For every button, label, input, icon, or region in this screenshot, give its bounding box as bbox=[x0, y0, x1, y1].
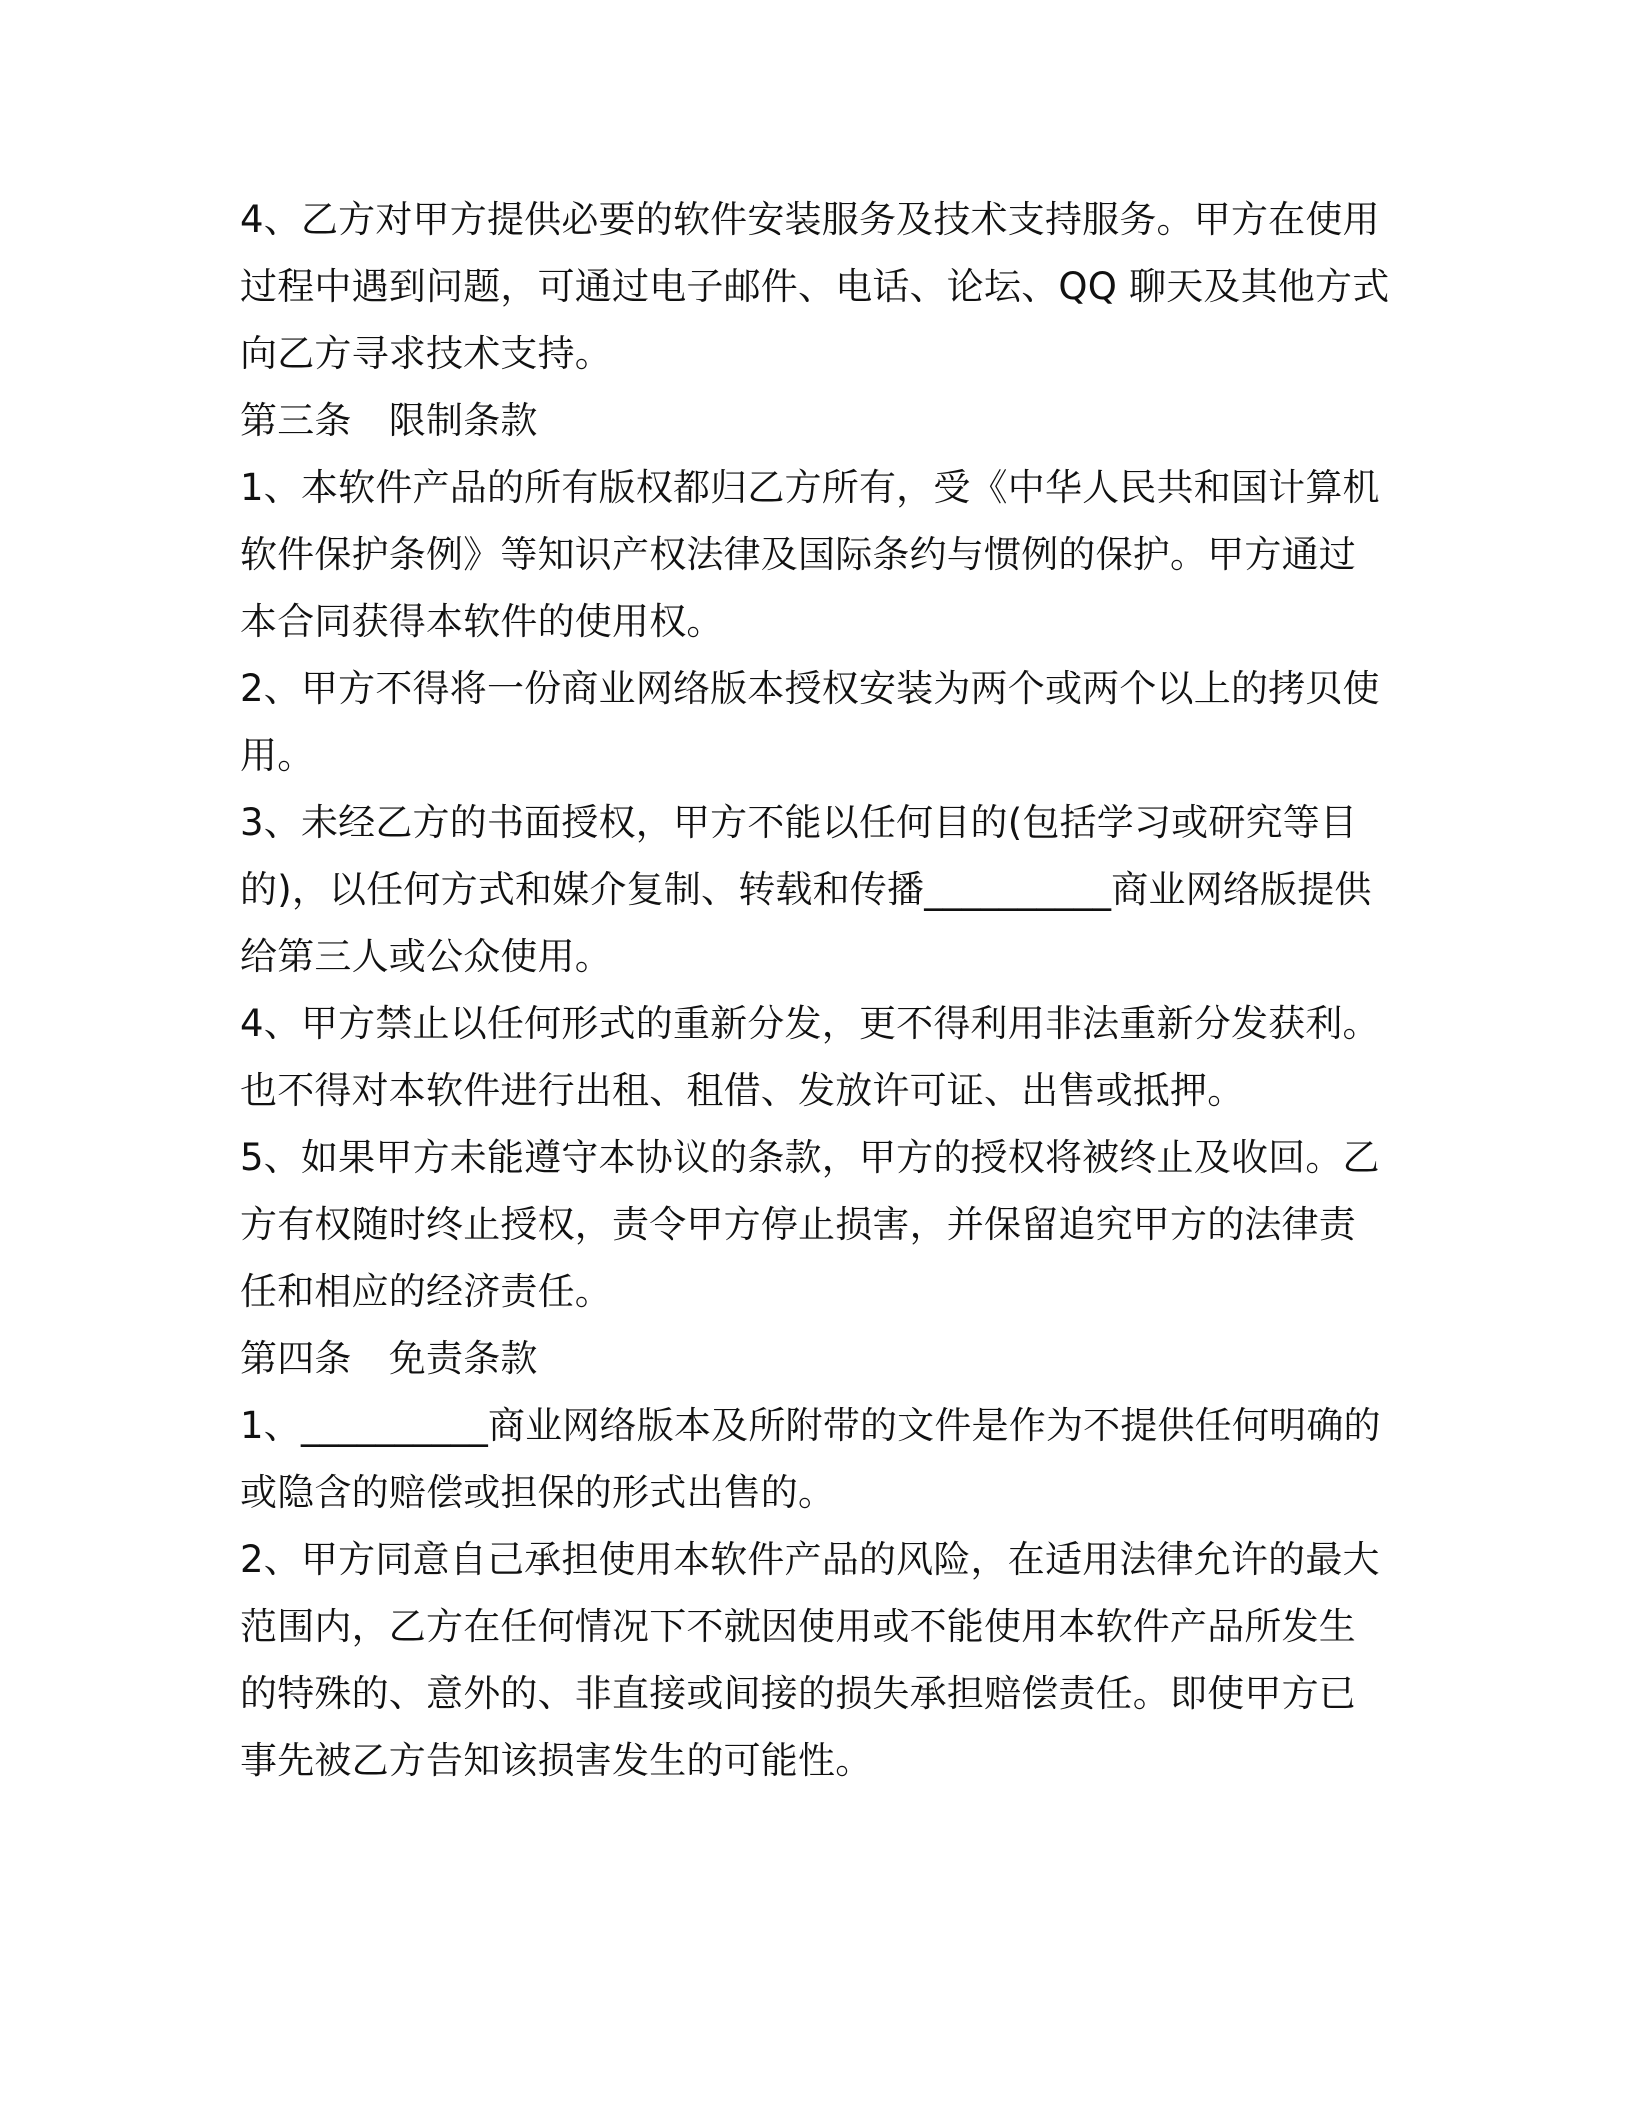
clause-3-item-3: 3、未经乙方的书面授权，甲方不能以任何目的(包括学习或研究等目的)，以任何方式和媒介复制、转载和传播__________商业网络版提供给第三人或公众使用。 bbox=[240, 801, 1372, 978]
clause-3-item-1: 1、本软件产品的所有版权都归乙方所有，受《中华人民共和国计算机软件保护条例》等知识产权法律及国际条约与惯例的保护。甲方通过本合同获得本软件的使用权。 bbox=[240, 466, 1380, 643]
clause-2-item-4: 4、乙方对甲方提供必要的软件安装服务及技术支持服务。甲方在使用过程中遇到问题，可通过电子邮件、电话、论坛、QQ 聊天及其他方式向乙方寻求技术支持。 bbox=[240, 198, 1390, 375]
document-body bbox=[240, 186, 1392, 1794]
clause-4-item-1: 1、__________商业网络版本及所附带的文件是作为不提供任何明确的或隐含的赔偿或担保的形式出售的。 bbox=[240, 1404, 1381, 1514]
clause-4-item-2: 2、甲方同意自己承担使用本软件产品的风险，在适用法律允许的最大范围内，乙方在任何情况下不就因使用或不能使用本软件产品所发生的特殊的、意外的、非直接或间接的损失承担赔偿责任。即使甲方已事先被乙方告知该损害发生的可能性。 bbox=[240, 1538, 1380, 1782]
article-3-heading: 第三条 限制条款 bbox=[240, 399, 538, 442]
clause-3-item-4: 4、甲方禁止以任何形式的重新分发，更不得利用非法重新分发获利。也不得对本软件进行出租、租借、发放许可证、出售或抵押。 bbox=[240, 1002, 1380, 1112]
article-4-heading: 第四条 免责条款 bbox=[240, 1337, 538, 1380]
clause-3-item-5: 5、如果甲方未能遵守本协议的条款，甲方的授权将被终止及收回。乙方有权随时终止授权，责令甲方停止损害，并保留追究甲方的法律责任和相应的经济责任。 bbox=[240, 1136, 1380, 1313]
clause-3-item-2: 2、甲方不得将一份商业网络版本授权安装为两个或两个以上的拷贝使用。 bbox=[240, 667, 1380, 777]
